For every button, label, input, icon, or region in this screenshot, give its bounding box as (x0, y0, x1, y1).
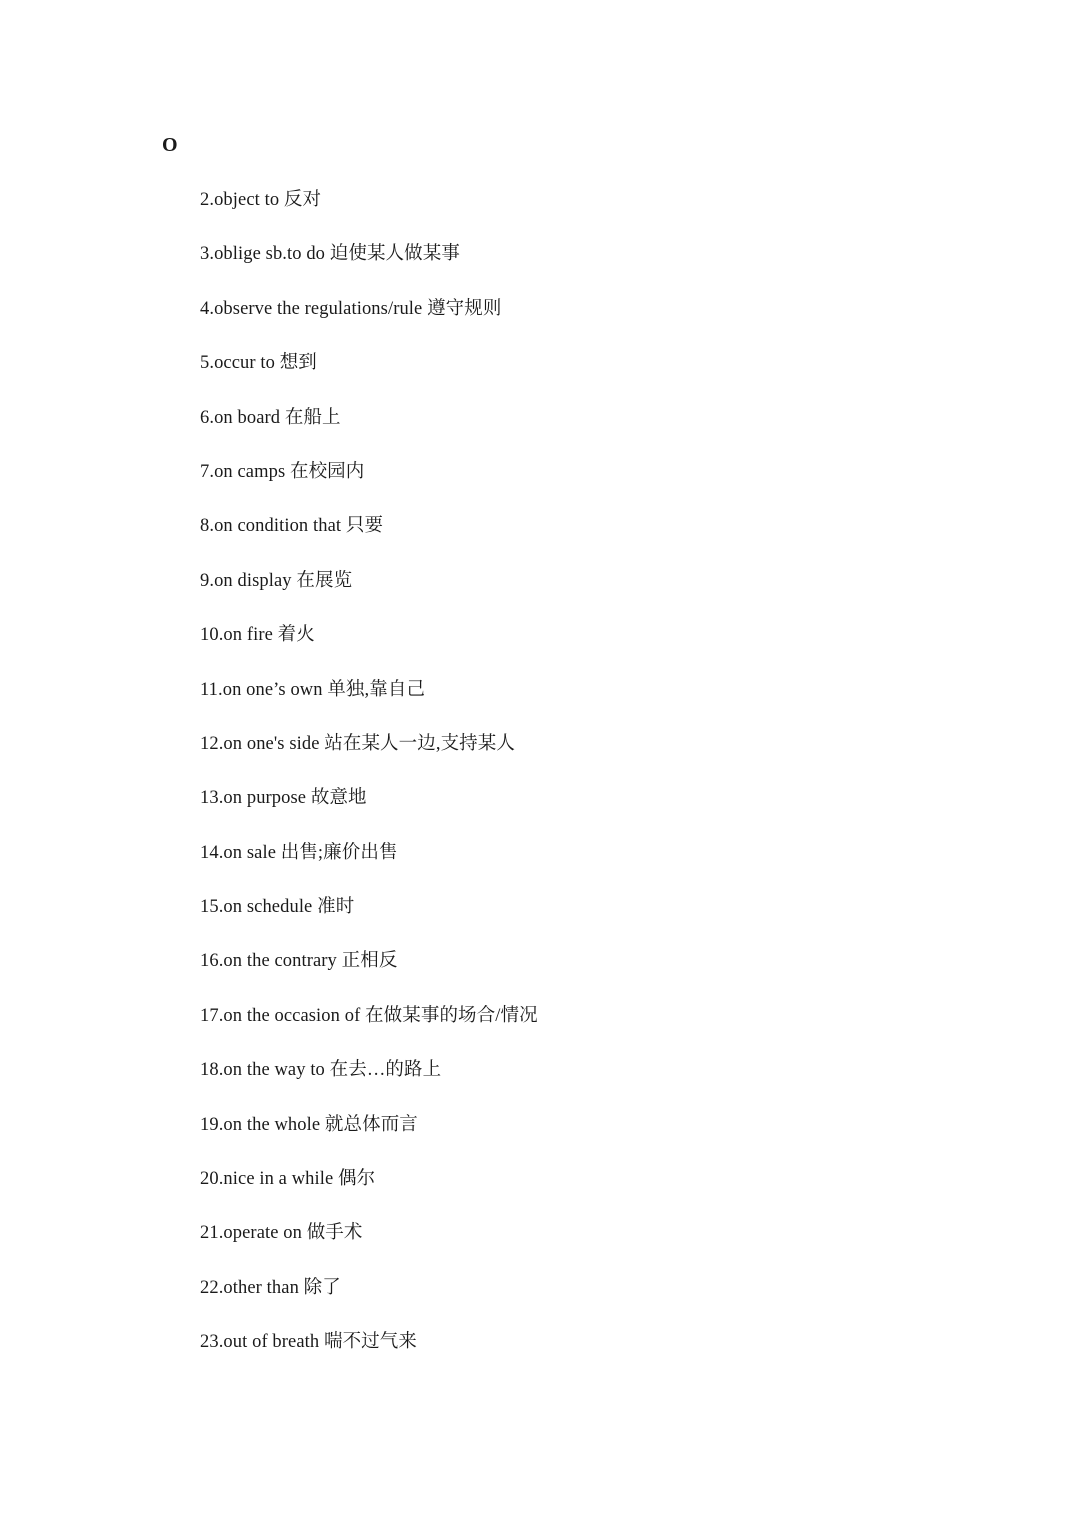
list-item: 6.on board 在船上 (200, 407, 341, 428)
phrase-list (200, 186, 538, 1383)
list-item: 18.on the way to 在去…的路上 (200, 1060, 442, 1081)
list-item: 13.on purpose 故意地 (200, 788, 367, 809)
list-item: 4.observe the regulations/rule 遵守规则 (200, 298, 502, 319)
list-item: 21.operate on 做手术 (200, 1223, 363, 1244)
list-item: 11.on one’s own 单独,靠自己 (200, 679, 426, 700)
list-item: 5.occur to 想到 (200, 353, 317, 374)
section-heading: O (162, 134, 178, 156)
list-item: 10.on fire 着火 (200, 625, 315, 646)
list-item: 12.on one's side 站在某人一边,支持某人 (200, 733, 515, 754)
list-item: 20.nice in a while 偶尔 (200, 1169, 376, 1190)
list-item: 17.on the occasion of 在做某事的场合/情况 (200, 1005, 538, 1026)
list-item: 7.on camps 在校园内 (200, 461, 365, 482)
list-item: 2.object to 反对 (200, 190, 322, 210)
list-item: 8.on condition that 只要 (200, 516, 384, 537)
list-item: 19.on the whole 就总体而言 (200, 1114, 418, 1135)
list-item: 15.on schedule 准时 (200, 897, 355, 918)
list-item: 3.oblige sb.to do 迫使某人做某事 (200, 244, 460, 265)
list-item: 23.out of breath 喘不过气来 (200, 1332, 417, 1353)
list-item: 22.other than 除了 (200, 1277, 341, 1298)
list-item: 16.on the contrary 正相反 (200, 951, 398, 972)
list-item: 9.on display 在展览 (200, 570, 353, 591)
list-item: 14.on sale 出售;廉价出售 (200, 842, 398, 863)
